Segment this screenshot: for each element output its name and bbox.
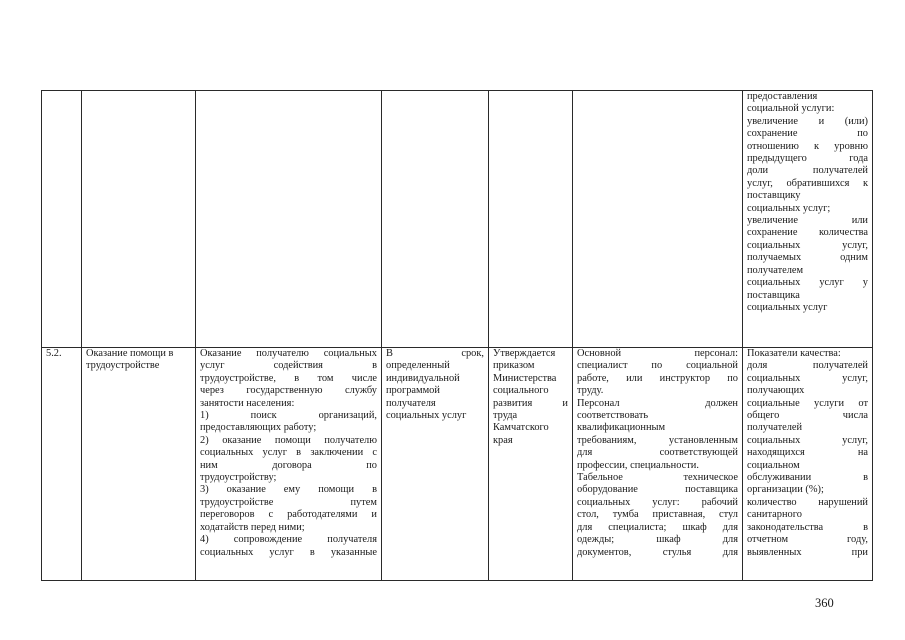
text-line: Оказание получателю социальных xyxy=(200,348,377,359)
cell-empty xyxy=(196,91,382,348)
text-line: приказом xyxy=(493,360,535,372)
text-line: обслуживании в xyxy=(747,472,868,484)
service-tariff xyxy=(489,348,573,581)
text-line: общего числа xyxy=(747,410,868,422)
text-line: Показатели качества: xyxy=(747,348,841,359)
text-line: увеличение и (или) xyxy=(747,115,868,127)
text-line: отчетном году, xyxy=(747,534,868,546)
text-line: получателя xyxy=(386,397,436,409)
text-line: определенный xyxy=(386,360,450,372)
text-line: поставщика xyxy=(747,289,800,301)
cell-empty xyxy=(382,91,489,348)
text-line: доли получателей xyxy=(747,165,868,177)
cell-empty xyxy=(42,91,82,348)
text-line: труда xyxy=(493,410,518,422)
row-number: 5.2. xyxy=(42,348,82,581)
text-line: услуг, обратившихся к xyxy=(747,177,868,189)
text-line: социальных услуг, xyxy=(747,434,868,446)
text-line: сохранение по xyxy=(747,128,868,140)
text-line: санитарного xyxy=(747,509,802,521)
text-line: для специалиста; шкаф для xyxy=(577,521,738,533)
text-line: Основной персонал: xyxy=(577,348,738,359)
text-line: 1) поиск организаций, xyxy=(200,410,377,422)
text-line: социальных услуг: рабочий xyxy=(577,496,738,508)
quality-indicators-continued xyxy=(743,91,873,348)
text-line: работе, или инструктор по xyxy=(577,372,738,384)
cell-empty xyxy=(82,91,196,348)
text-line: 4) сопровождение получателя xyxy=(200,534,377,546)
text-line: получаемых одним xyxy=(747,252,868,264)
text-line: ходатайств перед ними; xyxy=(200,521,305,533)
text-line: предоставления xyxy=(747,91,818,102)
text-line: профессии, специальности. xyxy=(577,459,699,471)
text-line: оборудование поставщика xyxy=(577,484,738,496)
text-line: социальном xyxy=(747,459,800,471)
text-line: Министерства xyxy=(493,372,557,384)
text-line: Камчатского xyxy=(493,422,549,434)
text-line: 3) оказание ему помощи в xyxy=(200,484,377,496)
text-line: социальных услуг xyxy=(386,410,467,422)
text-line: законодательства в xyxy=(747,521,868,533)
text-line: ним договора по xyxy=(200,459,377,471)
text-line: специалист по социальной xyxy=(577,360,738,372)
text-line: переговоров с работодателями и xyxy=(200,509,377,521)
text-line: социального xyxy=(493,385,549,397)
text-line: получателем xyxy=(747,264,804,276)
service-name: Оказание помощи в трудоустройстве xyxy=(82,348,196,581)
text-line: социальных услуг в заключении с xyxy=(200,447,377,459)
text-line: Персонал должен xyxy=(577,397,738,409)
text-line: края xyxy=(493,434,513,446)
text-line: В срок, xyxy=(386,348,484,359)
text-line: получающих xyxy=(747,385,805,397)
text-line: социальных услуг у xyxy=(747,277,868,289)
text-line: одежды; шкаф для xyxy=(577,534,738,546)
text-line: требованиям, установленным xyxy=(577,434,738,446)
text-line: соответствовать xyxy=(577,410,649,422)
text-line: сохранение количества xyxy=(747,227,868,239)
service-conditions xyxy=(573,348,743,581)
text-line: предоставляющих работу; xyxy=(200,422,317,434)
quality-indicators xyxy=(743,348,873,581)
text-line: предыдущего года xyxy=(747,153,868,165)
text-line: отношению к уровню xyxy=(747,140,868,152)
text-line: занятости населения: xyxy=(200,397,295,409)
text-line: находящихся на xyxy=(747,447,868,459)
text-line: Табельное техническое xyxy=(577,472,738,484)
text-line: социальные услуги от xyxy=(747,397,868,409)
text-line: социальных услуг xyxy=(747,301,828,313)
text-line: социальных услуг, xyxy=(747,239,868,251)
text-line: программой xyxy=(386,385,440,397)
service-term xyxy=(382,348,489,581)
text-line: трудоустройстве, в том числе xyxy=(200,372,377,384)
text-line: социальных услуг; xyxy=(747,202,831,214)
text-line: индивидуальной xyxy=(386,372,460,384)
text-line: количество нарушений xyxy=(747,496,868,508)
service-description xyxy=(196,348,382,581)
text-line: трудоустройстве путем xyxy=(200,496,377,508)
text-line: Утверждается xyxy=(493,348,556,359)
text-line: поставщику xyxy=(747,190,801,202)
text-line: выявленных при xyxy=(747,546,868,558)
cell-empty xyxy=(489,91,573,348)
table-row xyxy=(42,348,873,581)
text-line: социальной услуги: xyxy=(747,103,835,115)
text-line: получателей xyxy=(747,422,803,434)
services-table xyxy=(41,90,873,581)
text-line: труду. xyxy=(577,385,604,397)
cell-empty xyxy=(573,91,743,348)
table-row xyxy=(42,91,873,348)
page-number: 360 xyxy=(815,596,834,610)
text-line: трудоустройству; xyxy=(200,472,277,484)
text-line: доля получателей xyxy=(747,360,868,372)
text-line: для соответствующей xyxy=(577,447,738,459)
text-line: социальных услуг, xyxy=(747,372,868,384)
text-line: через государственную службу xyxy=(200,385,377,397)
text-line: документов, стулья для xyxy=(577,546,738,558)
text-line: развития и xyxy=(493,397,568,409)
text-line: квалификационным xyxy=(577,422,666,434)
text-line: услуг содействия в xyxy=(200,360,377,372)
text-line: организации (%); xyxy=(747,484,824,496)
text-line: увеличение или xyxy=(747,215,868,227)
text-line: 2) оказание помощи получателю xyxy=(200,434,377,446)
text-line: стол, тумба приставная, стул xyxy=(577,509,738,521)
text-line: социальных услуг в указанные xyxy=(200,546,377,558)
